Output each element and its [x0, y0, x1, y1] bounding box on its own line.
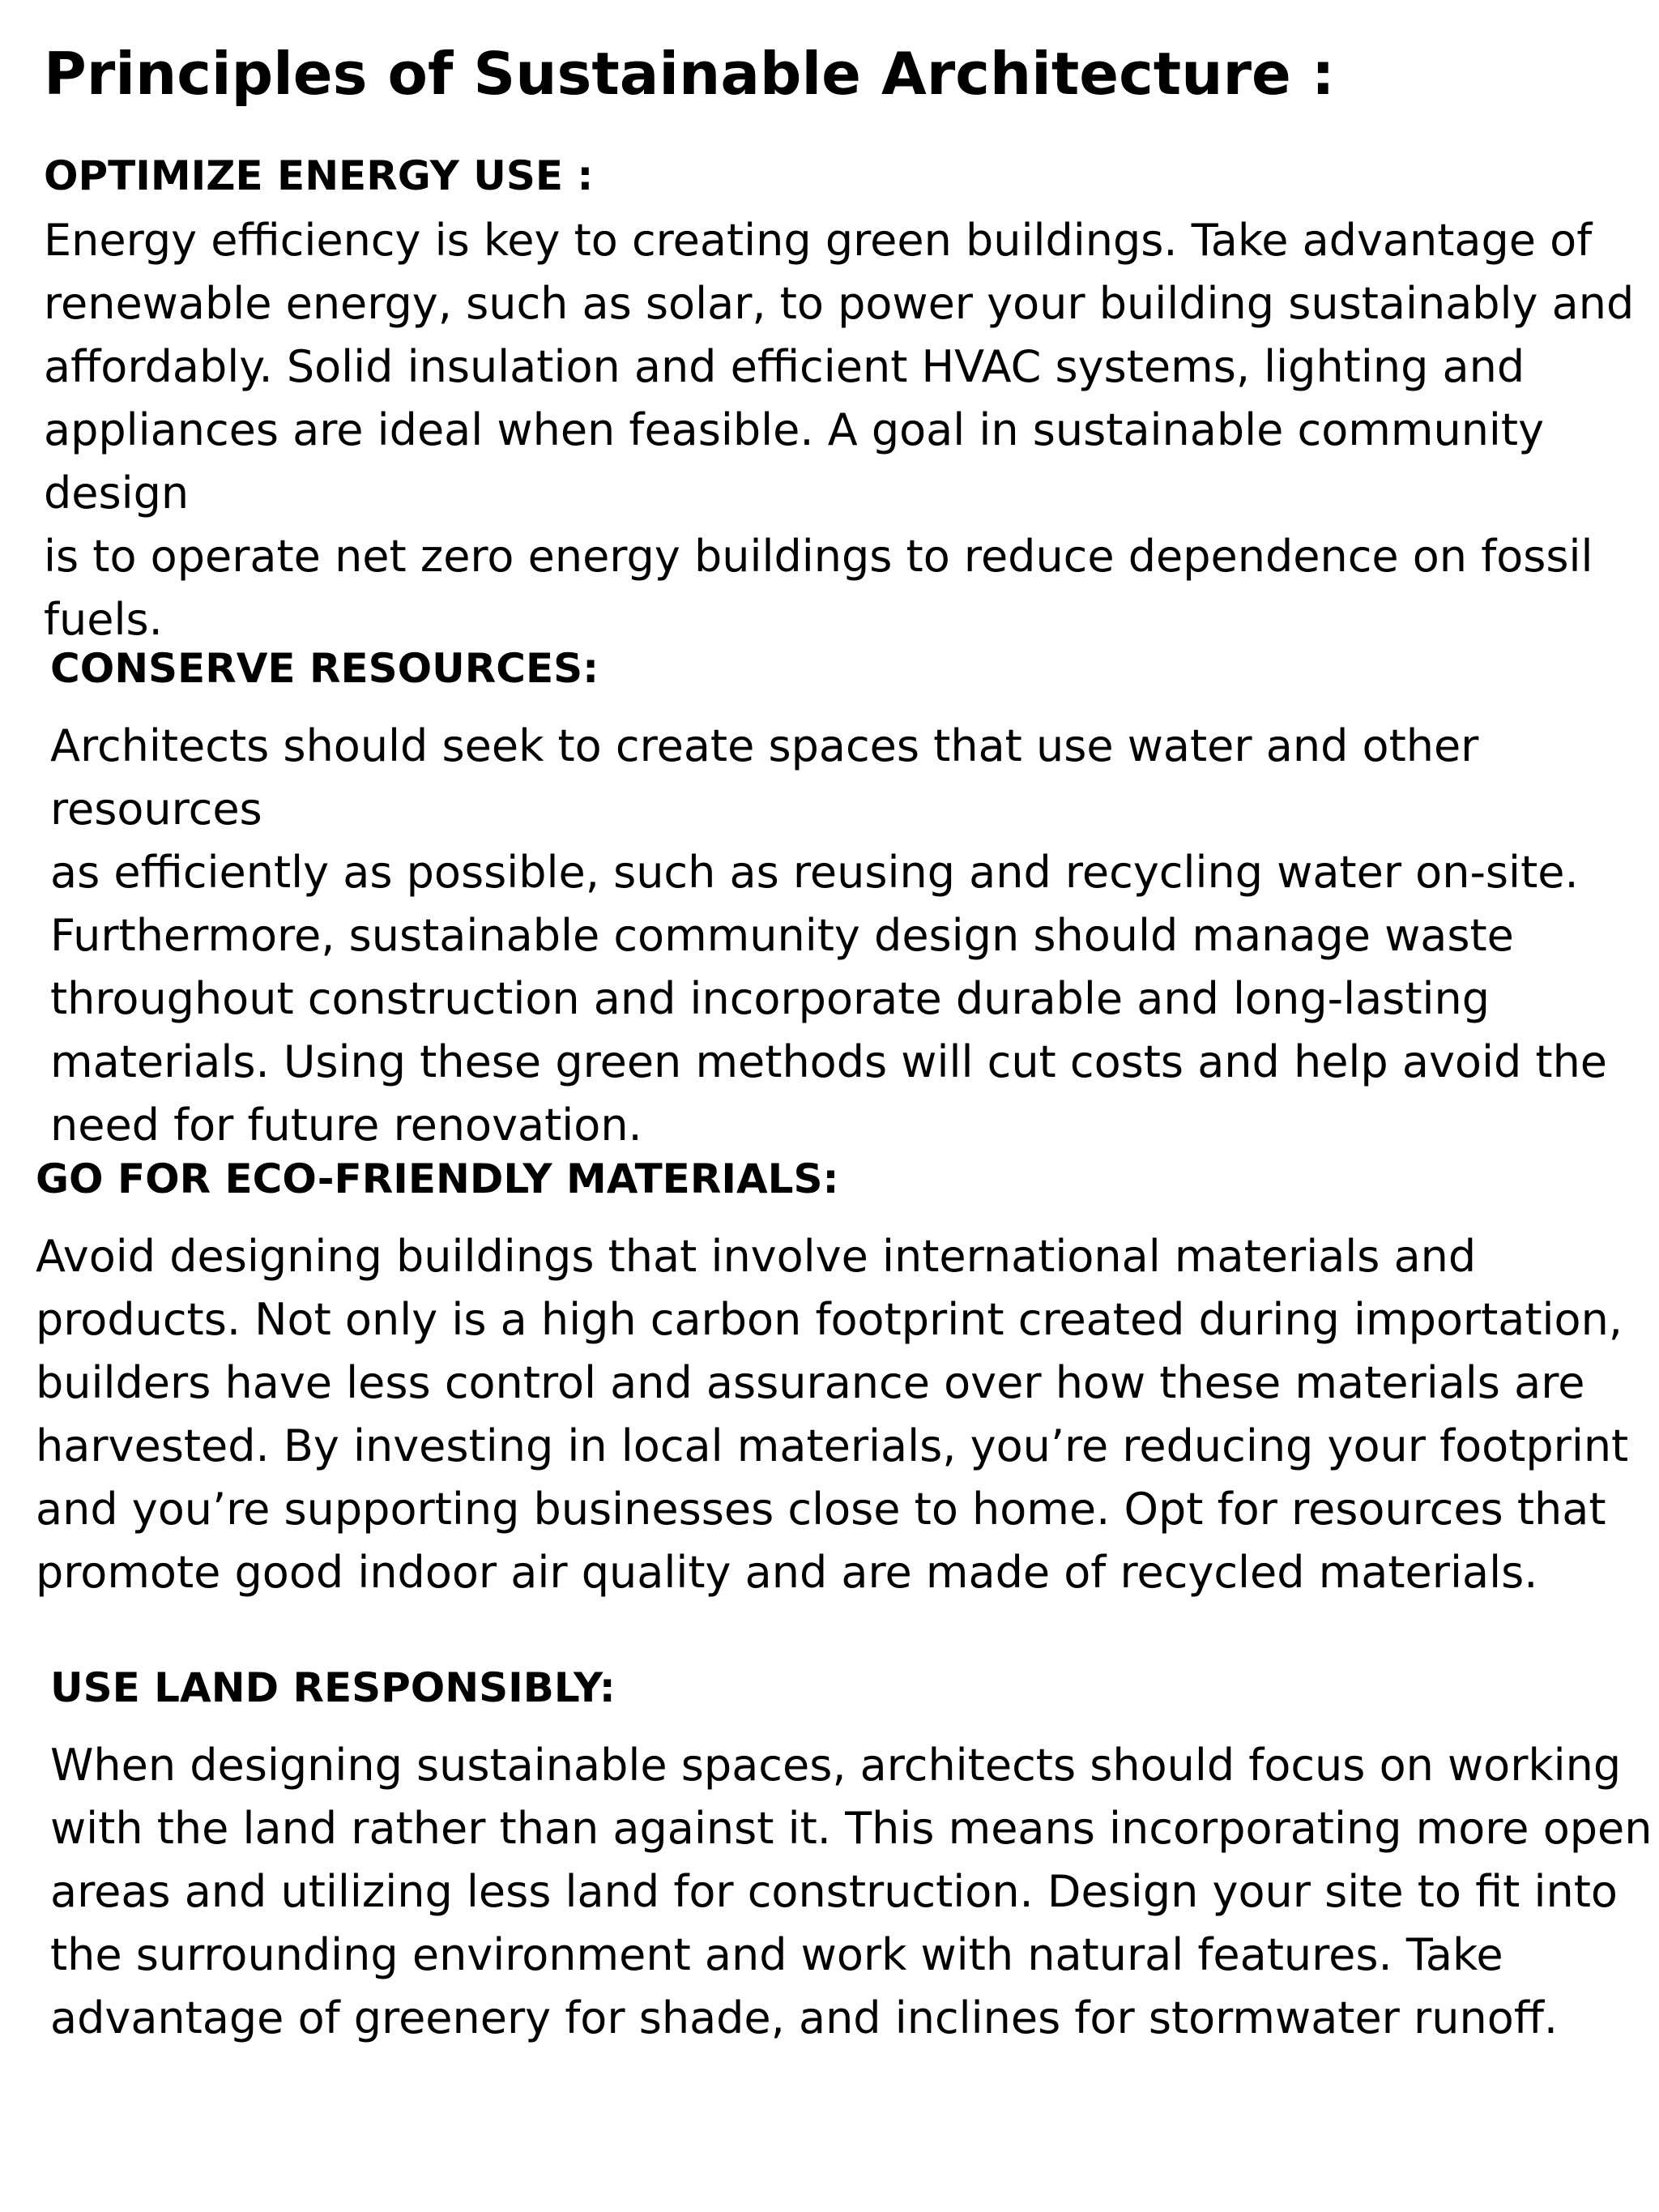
section-heading: USE LAND RESPONSIBLY: — [50, 1664, 616, 1711]
section-body: Energy efficiency is key to creating green buildings. Take advantage of renewable energy, such as solar, to power your building sustainably and affordably. Solid insulation and efficient HVAC systems, lighting and appliances are ideal when feasible. A goal in sustainable community design is to operate net zero energy buildings to reduce dependence on fossil fuels. — [44, 215, 1635, 645]
section-body: Avoid designing buildings that involve international materials and products. Not only is a high carbon footprint created during importation, builders have less control and assurance over how these materials are harvested. By investing in local materials, you’re reducing your footprint and you’re supporting businesses close to home. Opt for resources that promote good indoor air quality and are made of recycled materials. — [36, 1231, 1629, 1598]
section-body: Architects should seek to create spaces that use water and other resources as efficiently as possible, such as reusing and recycling water on-site. Furthermore, sustainable community design should manage waste throughout construction and incorporate durable and long-lasting materials. Using these green methods will cut costs and help avoid the need for future renovation. — [50, 720, 1608, 1151]
section-conserve-resources — [50, 640, 1659, 1157]
section-heading: CONSERVE RESOURCES: — [50, 645, 599, 692]
page-title: Principles of Sustainable Architecture : — [44, 40, 1335, 108]
section-eco-friendly-materials — [36, 1151, 1648, 1604]
section-use-land-responsibly — [50, 1659, 1659, 2050]
section-body: When designing sustainable spaces, architects should focus on working with the land rather than against it. This means incorporating more open areas and utilizing less land for construction. Design your site to fit into the surrounding environment and work with natural features. Take advantage of greenery for shade, and inclines for stormwater runoff. — [50, 1740, 1653, 2043]
section-heading: GO FOR ECO-FRIENDLY MATERIALS: — [36, 1155, 839, 1202]
section-optimize-energy-use — [44, 147, 1656, 651]
section-heading: OPTIMIZE ENERGY USE : — [44, 152, 594, 199]
